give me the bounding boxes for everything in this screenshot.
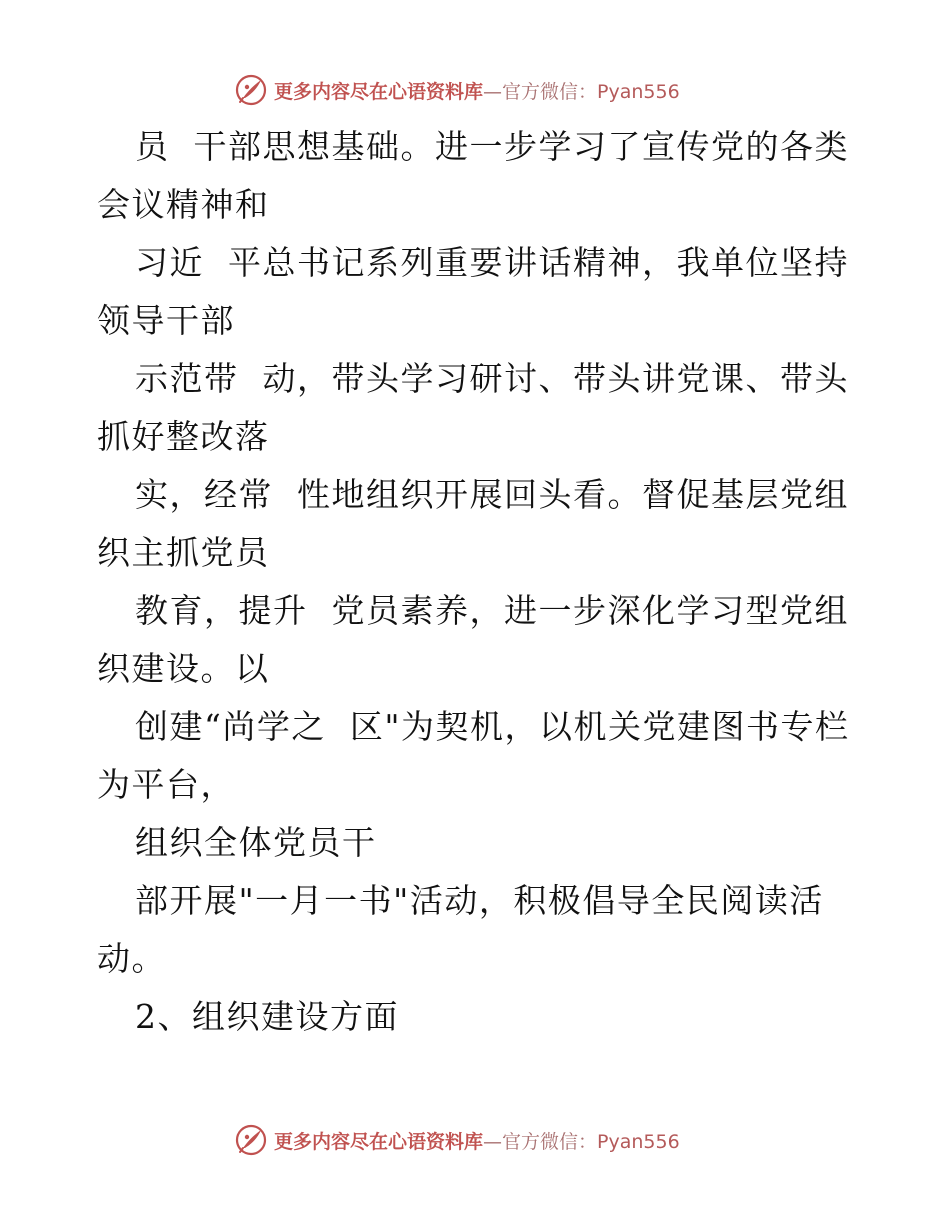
text-line: 织建设。以 bbox=[97, 649, 270, 688]
watermark-brand: 更多内容尽在心语资料库 bbox=[274, 1130, 484, 1153]
quill-logo-icon bbox=[234, 73, 268, 107]
text-line: 示范带 动，带头学习研讨、带头讲党课、带头 bbox=[135, 359, 849, 398]
watermark-brand: 更多内容尽在心语资料库 bbox=[274, 80, 484, 103]
text-line: 动。 bbox=[97, 939, 166, 978]
watermark-label: 官方微信： bbox=[502, 1130, 598, 1153]
text-line: 习近 平总书记系列重要讲话精神，我单位坚持 bbox=[135, 243, 849, 282]
watermark-text bbox=[274, 1127, 680, 1154]
text-line: 织主抓党员 bbox=[97, 533, 270, 572]
watermark-id: Pyan556 bbox=[597, 80, 680, 103]
watermark-text bbox=[274, 77, 680, 104]
text-line: 会议精神和 bbox=[97, 185, 270, 224]
footer-watermark bbox=[234, 1122, 680, 1158]
text-line: 教育，提升 党员素养，进一步深化学习型党组 bbox=[135, 591, 849, 630]
header-watermark bbox=[234, 72, 680, 108]
text-line: 抓好整改落 bbox=[97, 417, 270, 456]
text-line: 为平台， bbox=[97, 765, 235, 804]
watermark-label: 官方微信： bbox=[502, 80, 598, 103]
text-line: 实，经常 性地组织开展回头看。督促基层党组 bbox=[135, 475, 849, 514]
text-line: 员 干部思想基础。进一步学习了宣传党的各类 bbox=[135, 127, 849, 166]
quill-logo-icon bbox=[234, 1123, 268, 1157]
watermark-dash: — bbox=[483, 1130, 503, 1153]
body-text bbox=[97, 118, 857, 1046]
text-line: 创建“尚学之 区"为契机，以机关党建图书专栏 bbox=[135, 707, 850, 746]
watermark-id: Pyan556 bbox=[597, 1130, 680, 1153]
watermark-dash: — bbox=[483, 80, 503, 103]
text-line: 组织全体党员干 bbox=[135, 823, 377, 862]
text-line: 领导干部 bbox=[97, 301, 235, 340]
text-line: 部开展"一月一书"活动，积极倡导全民阅读活 bbox=[135, 881, 824, 920]
section-heading: 2、组织建设方面 bbox=[135, 997, 399, 1036]
